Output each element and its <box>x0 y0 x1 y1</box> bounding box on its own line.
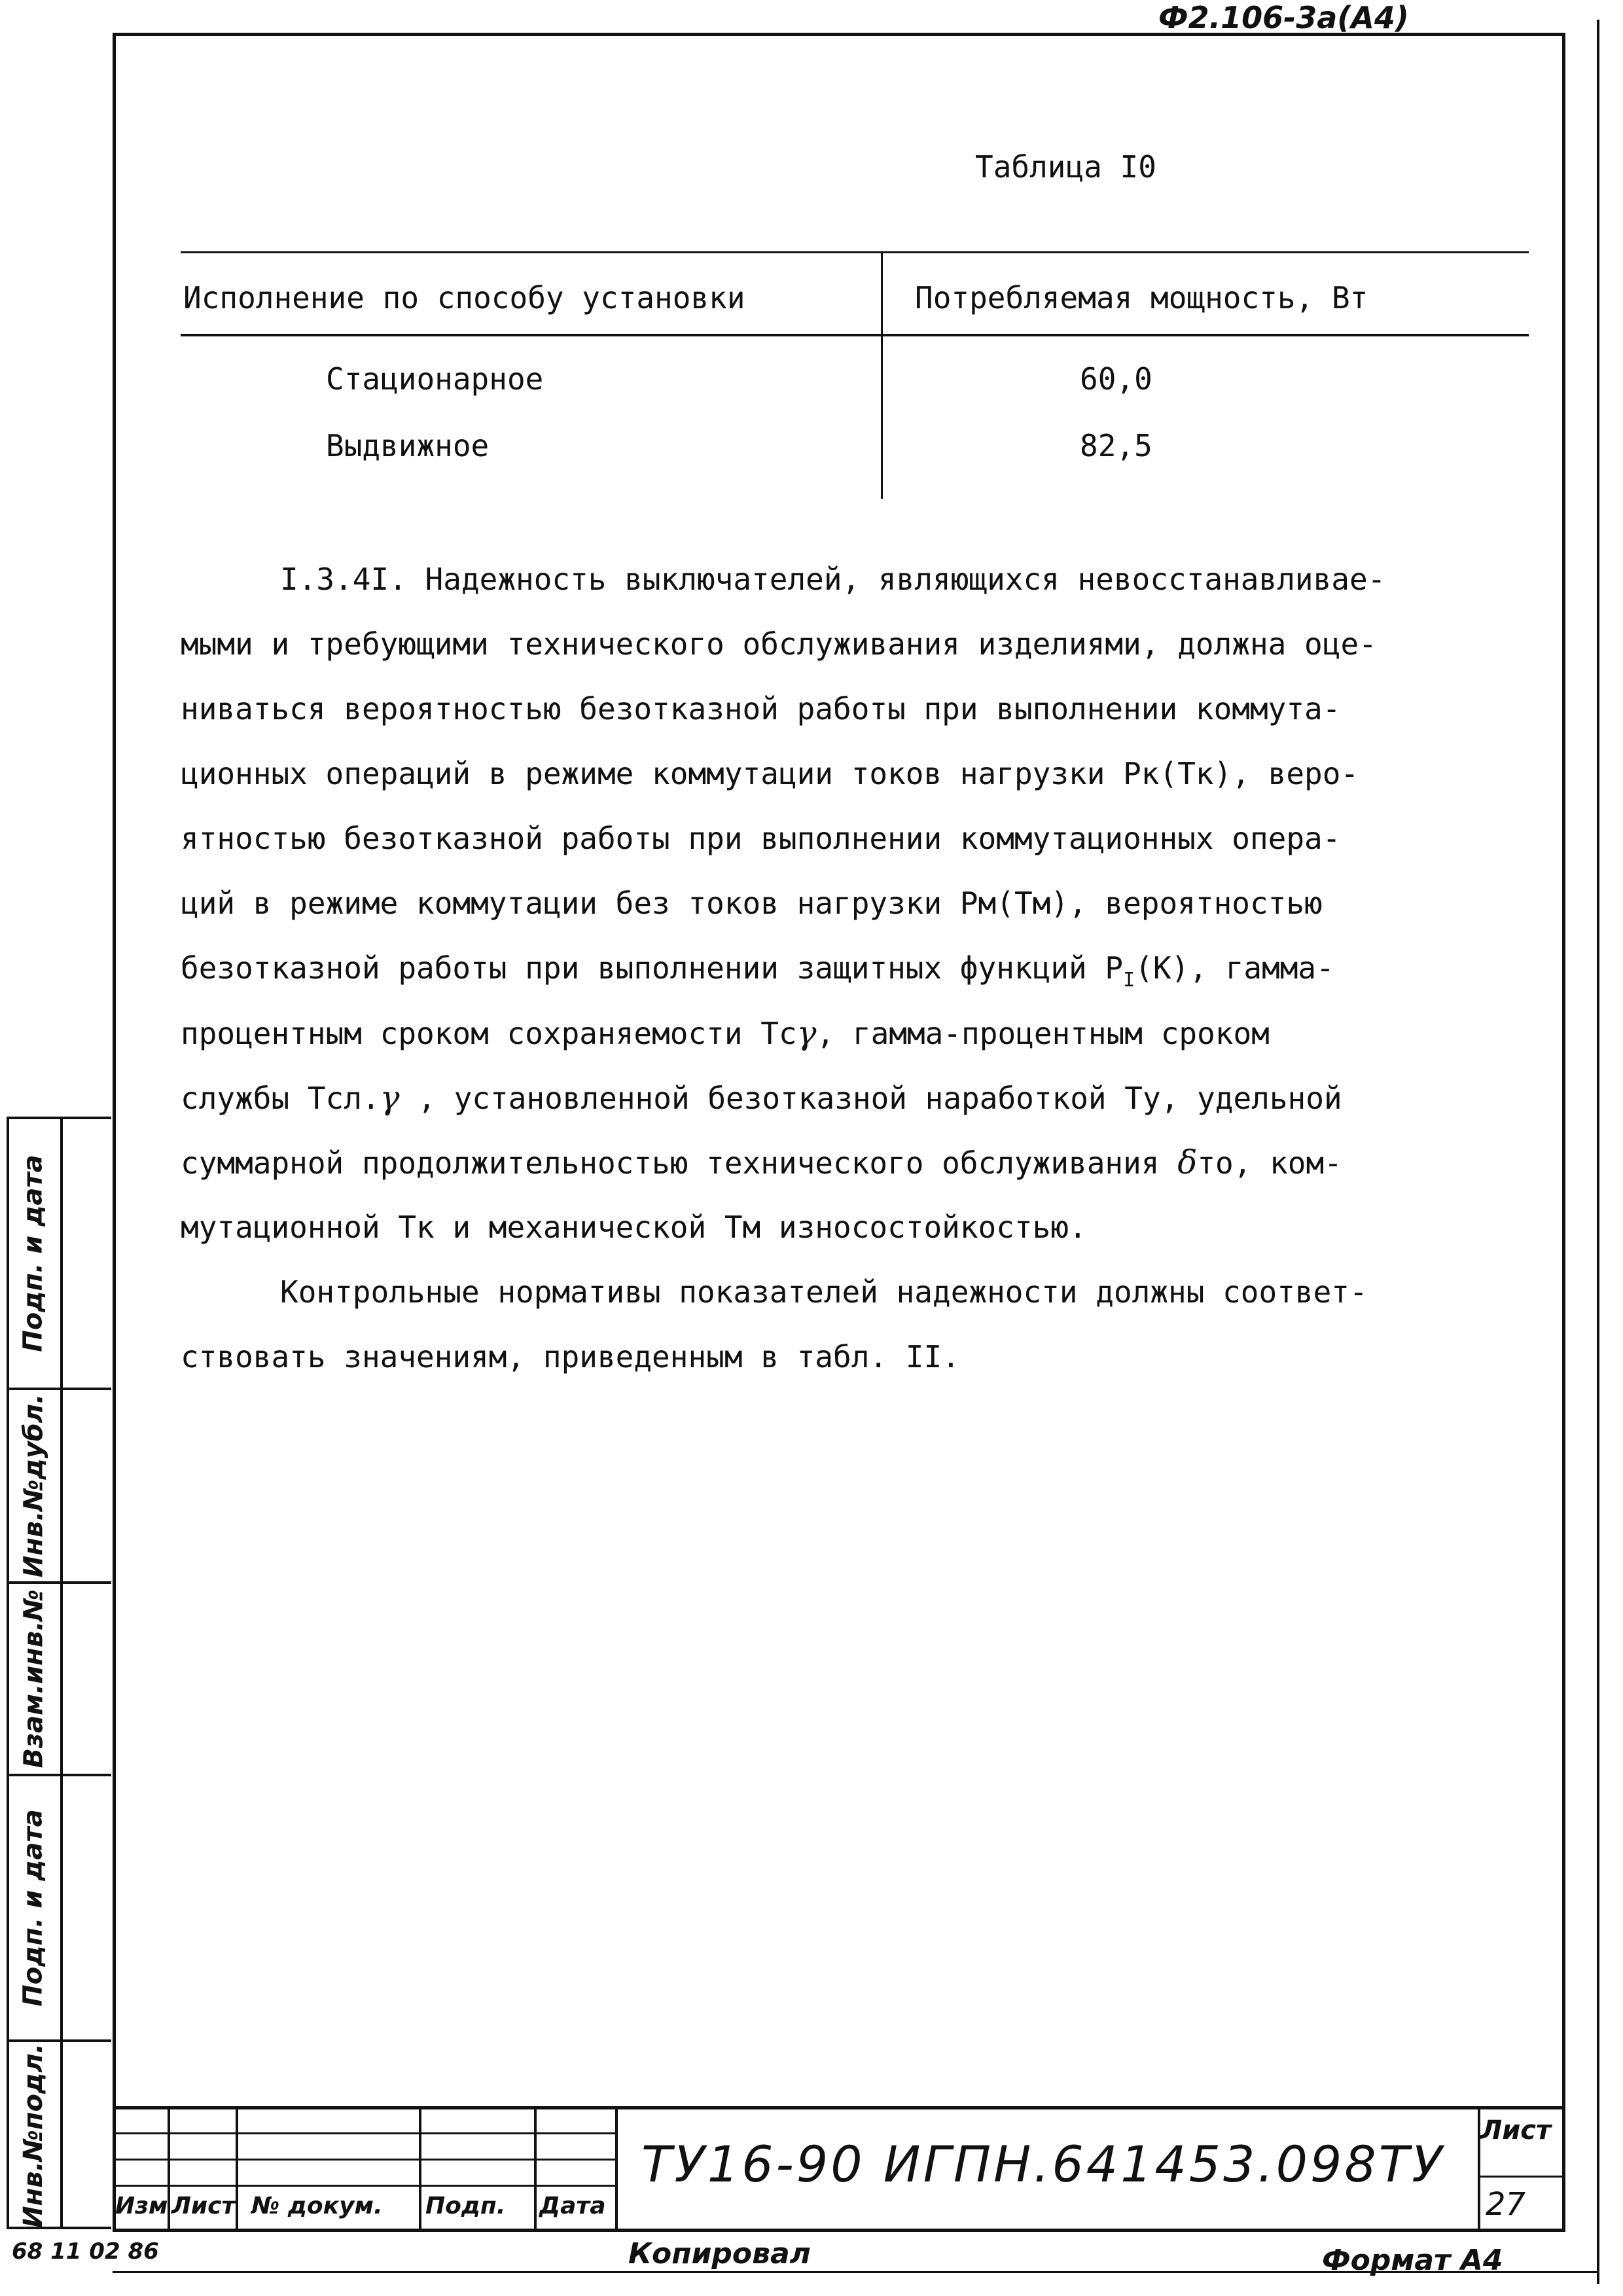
line-text: службы Тсл. <box>181 1081 380 1116</box>
side-stamp-label: Подп. и дата <box>18 1155 49 1352</box>
side-stamp-label: Инв.№дубл. <box>18 1393 49 1578</box>
side-stamp-label: Инв.№подл. <box>18 2043 49 2228</box>
paragraph-line: ниваться вероятностью безотказной работы при выполнении коммута- <box>181 691 1341 726</box>
line-text: , установленной безотказной наработкой Ту, удельной <box>399 1081 1342 1116</box>
paragraph-line: ствовать значениям, приведенным в табл. II. <box>181 1339 960 1374</box>
table-header-power: Потребляемая мощность, Вт <box>915 280 1368 315</box>
title-block-col-rule <box>168 2106 170 2232</box>
title-block-col-rule <box>534 2106 537 2232</box>
side-stamp-label: Подп. и дата <box>18 1809 49 2007</box>
table-header-rule <box>181 334 1529 336</box>
sheet-number: 27 <box>1486 2186 1526 2223</box>
paragraph-line <box>181 1001 1535 1066</box>
paragraph-line: Контрольные нормативы показателей надежности должны соответ- <box>280 1274 1368 1310</box>
paragraph-line: мутационной Тк и механической Тм износостойкостью. <box>181 1210 1087 1245</box>
title-block-col-list: Лист <box>171 2193 236 2219</box>
paragraph-line <box>181 1066 1535 1130</box>
right-edge-line <box>1597 20 1599 2284</box>
line-text: процентным сроком сохраняемости Тс <box>181 1016 797 1051</box>
table-column-divider <box>881 251 883 499</box>
line-text: то, ком- <box>1197 1145 1342 1181</box>
line-text: суммарной продолжительностью технического обслуживания <box>181 1145 1178 1181</box>
title-block-row-rule <box>113 2159 616 2161</box>
copied-label: Копировал <box>628 2237 811 2270</box>
paragraph-line: I.3.4I. Надежность выключателей, являющихся невосстанавливае- <box>280 562 1386 597</box>
title-block-col-rule <box>615 2106 618 2232</box>
table-caption: Таблица I0 <box>975 149 1156 185</box>
paragraph-line: ятностью безотказной работы при выполнении коммутационных опера- <box>181 821 1341 856</box>
table-cell-power: 82,5 <box>1080 428 1152 463</box>
form-code: Ф2.106-3а(А4) <box>1158 0 1409 35</box>
title-block-col-date: Дата <box>539 2193 606 2219</box>
title-block-top-rule <box>113 2106 1565 2109</box>
paragraph-line: мыми и требующими технического обслуживания изделиями, должна оце- <box>181 626 1377 662</box>
title-block-col-rule <box>236 2106 238 2232</box>
table-cell-type: Выдвижное <box>326 428 490 463</box>
corner-note: 68 11 02 86 <box>12 2238 159 2265</box>
line-text: (К), гамма- <box>1135 950 1334 986</box>
paragraph-line: ций в режиме коммутации без токов нагрузки Рм(Тм), вероятностью <box>181 886 1323 921</box>
title-block-sheet-rule <box>1478 2176 1565 2178</box>
table-cell-type: Стационарное <box>326 361 544 397</box>
document-code: ТУ16-90 ИГПН.641453.098ТУ <box>641 2135 1445 2193</box>
format-label: Формат А4 <box>1322 2244 1503 2277</box>
line-text: , гамма-процентным сроком <box>816 1016 1270 1051</box>
subscript: I <box>1123 969 1135 992</box>
gamma-symbol: γ <box>796 1014 817 1052</box>
paragraph-line: ционных операций в режиме коммутации токов нагрузки Рк(Тк), веро- <box>181 756 1359 791</box>
paragraph-line <box>181 1130 1535 1195</box>
sheet-label: Лист <box>1480 2115 1552 2145</box>
delta-symbol: δ <box>1177 1143 1198 1181</box>
body-text <box>181 547 1535 1390</box>
side-stamp-divider <box>60 1117 63 2229</box>
table-cell-power: 60,0 <box>1080 361 1152 397</box>
gamma-symbol: γ <box>380 1079 400 1117</box>
paragraph-line <box>181 936 1535 1001</box>
line-text: безотказной работы при выполнении защитных функций Р <box>181 950 1124 986</box>
table-header-installation: Исполнение по способу установки <box>183 280 745 315</box>
title-block-col-doc: № докум. <box>251 2193 383 2219</box>
title-block-col-rule <box>419 2106 421 2232</box>
side-stamp-label: Взам.инв.№ <box>18 1589 49 1768</box>
title-block-row-rule <box>113 2185 616 2187</box>
title-block-col-izm: Изм <box>115 2193 168 2219</box>
table-top-rule <box>181 251 1529 253</box>
title-block-col-sign: Подп. <box>425 2193 506 2219</box>
title-block-row-rule <box>113 2132 616 2134</box>
